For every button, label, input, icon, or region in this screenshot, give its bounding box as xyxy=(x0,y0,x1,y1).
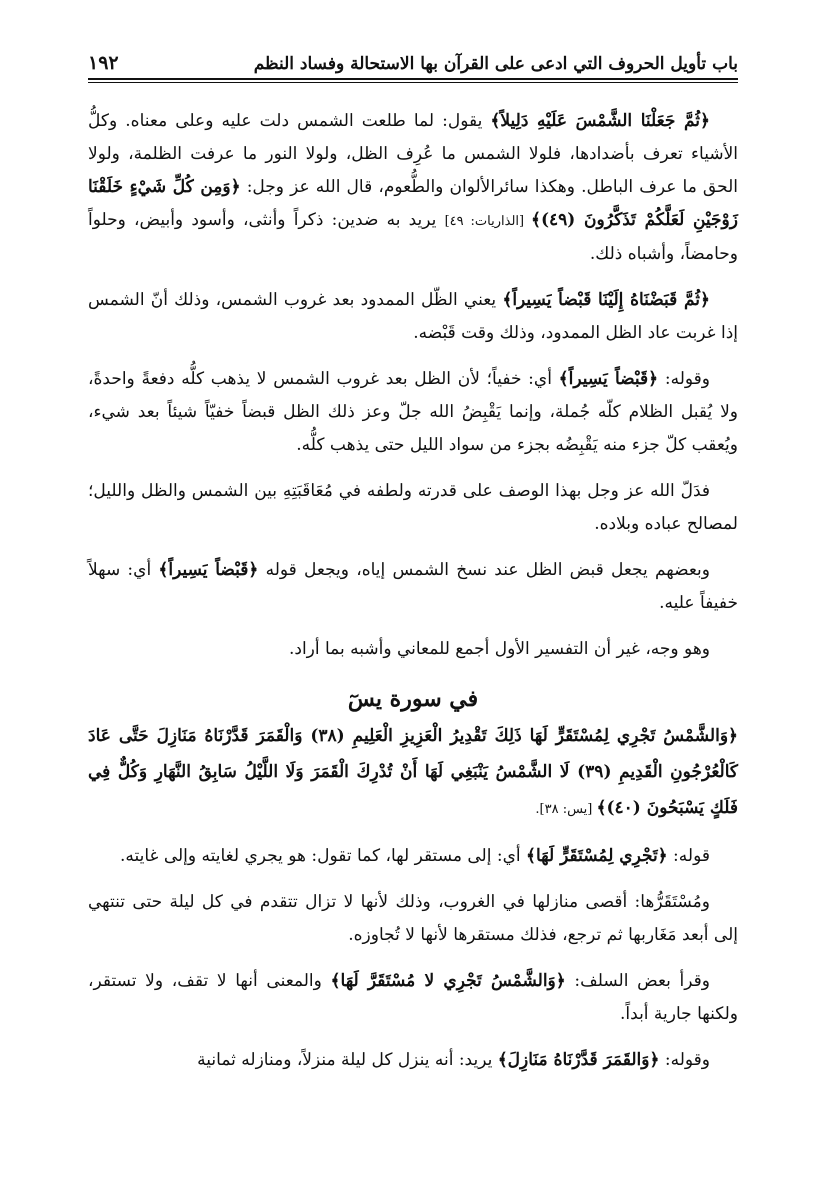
paragraph-text: أي: سهلاً خفيفاً عليه. xyxy=(88,560,738,613)
paragraph xyxy=(88,284,738,350)
paragraph xyxy=(88,965,738,1031)
quran-quote: ﴿وَالقَمَرَ قَدَّرْنَاهُ مَنَازِلَ﴾ xyxy=(497,1050,660,1070)
paragraph-text: أي: خفياً؛ لأن الظل بعد غروب الشمس لا يذهب كلُّه دفعةً واحدةً، ولا يُقبل الظلام كلّه جُملة، وإنما يَقْبِضُ الله جلّ وعز ذلك الظل قبضاً خفيّاً شيئاً بعد شيء، ويُعقب كلّ جزء منه يَقْبِضُه بجزء من سواد الليل حتى يذهب كلُّه. xyxy=(88,369,738,455)
paragraph xyxy=(88,1044,738,1077)
paragraph-lead: وقوله: xyxy=(659,1050,710,1070)
paragraph xyxy=(88,840,738,873)
paragraph-text: يريد: أنه ينزل كل ليلة منزلاً، ومنازله ثمانية xyxy=(197,1050,498,1070)
quran-quote: ﴿وَالشَّمْسُ تَجْرِي لا مُسْتَقَرَّ لَهَا﴾ xyxy=(330,971,566,991)
paragraph-text: فدَلّ الله عز وجل بهذا الوصف على قدرته ولطفه في مُعَاقَبَتِهِ بين الشمس والظل والليل؛ لمصالح عباده وبلاده. xyxy=(88,481,738,534)
quran-quote: ﴿وَمِن كُلِّ شَيْءٍ خَلَقْنَا زَوْجَيْنِ لَعَلَّكُمْ تَذَكَّرُونَ (٤٩)﴾ xyxy=(88,177,738,230)
paragraph xyxy=(88,105,738,271)
quran-quote: ﴿ثُمَّ جَعَلْنَا الشَّمْسَ عَلَيْهِ دَلِيلاً﴾ xyxy=(490,111,710,131)
quran-quote: ﴿قَبْضاً يَسِيراً﴾ xyxy=(158,560,259,580)
paragraph-lead: وقوله: xyxy=(658,369,710,389)
paragraph-lead: ومُسْتَقَرُّها xyxy=(640,892,710,912)
paragraph-lead: قوله: xyxy=(667,846,710,866)
paragraph-lead: وقرأ بعض السلف: xyxy=(565,971,710,991)
paragraph xyxy=(88,633,738,666)
paragraph-text: يقول: لما طلعت الشمس دلت عليه وعلى معناه. وكلُّ الأشياء تعرف بأضدادها، فلولا الشمس ما عُرِف الظل، ولولا النور ما عرفت الظلمة، ولولا الحق ما عرف الباطل. وهكذا سائرالألوان والطُّعوم، قال الله عز وجل: xyxy=(88,111,738,197)
quran-quote: ﴿قَبْضاً يَسِيراً﴾ xyxy=(558,369,659,389)
citation: [يس: ٣٨]. xyxy=(535,802,597,817)
paragraph-text: : أقصى منازلها في الغروب، وذلك لأنها لا تزال تتقدم في كل ليلة حتى تنتهي إلى أبعد مَغَاربها ثم ترجع، فذلك مستقرها لأنها لا تُجاوزه. xyxy=(88,892,738,945)
paragraph-text: أي: إلى مستقر لها، كما تقول: هو يجري لغايته وإلى غايته. xyxy=(119,846,527,866)
paragraph-text: وبعضهم يجعل قبض الظل عند نسخ الشمس إياه، ويجعل قوله xyxy=(258,560,710,580)
paragraph-text: يعني الظّل الممدود بعد غروب الشمس، وذلك أنّ الشمس إذا غربت عاد الظل الممدود، وذلك وقت قَبْضه. xyxy=(88,290,738,343)
paragraph-text: والمعنى أنها لا تقف، ولا تستقر، ولكنها جارية أبداً. xyxy=(88,971,738,1024)
paragraph xyxy=(88,475,738,541)
header-double-rule xyxy=(88,82,738,83)
page-number: ١٩٢ xyxy=(88,52,119,74)
quran-quote: ﴿ثُمَّ قَبَضْنَاهُ إِلَيْنَا قَبْضاً يَسِيراً﴾ xyxy=(502,290,710,310)
quran-quote: ﴿وَالشَّمْسُ تَجْرِي لِمُسْتَقَرٍّ لَهَا ذَلِكَ تَقْدِيرُ الْعَزِيزِ الْعَلِيمِ (٣٨) وَالْقَمَرَ قَدَّرْنَاهُ مَنَازِلَ حَتَّى عَادَ كَالْعُرْجُونِ الْقَدِيمِ (٣٩) لَا الشَّمْسُ يَنْبَغِي لَهَا أَنْ تُدْرِكَ الْقَمَرَ وَلَا اللَّيْلُ سَابِقُ النَّهَارِ وَكُلٌّ فِي فَلَكٍ يَسْبَحُونَ (٤٠)﴾ xyxy=(88,726,738,818)
quran-quote: ﴿تَجْرِي لِمُسْتَقَرٍّ لَهَا﴾ xyxy=(526,846,668,866)
running-title: باب تأويل الحروف التي ادعى على القرآن بها الاستحالة وفساد النظم xyxy=(253,54,738,74)
book-page xyxy=(88,52,738,1090)
paragraph xyxy=(88,363,738,462)
citation: [الذاريات: ٤٩] xyxy=(444,214,532,229)
verse-block xyxy=(88,718,738,828)
running-header xyxy=(88,52,738,80)
paragraph-text: وهو وجه، غير أن التفسير الأول أجمع للمعاني وأشبه بما أراد. xyxy=(288,639,710,659)
paragraph xyxy=(88,886,738,952)
section-heading: في سورة يسٓ xyxy=(347,686,479,712)
paragraph xyxy=(88,554,738,620)
paragraph-text: يريد به ضدين: ذكراً وأنثى، وأسود وأبيض، وحلواً وحامضاً، وأشباه ذلك. xyxy=(88,210,738,264)
